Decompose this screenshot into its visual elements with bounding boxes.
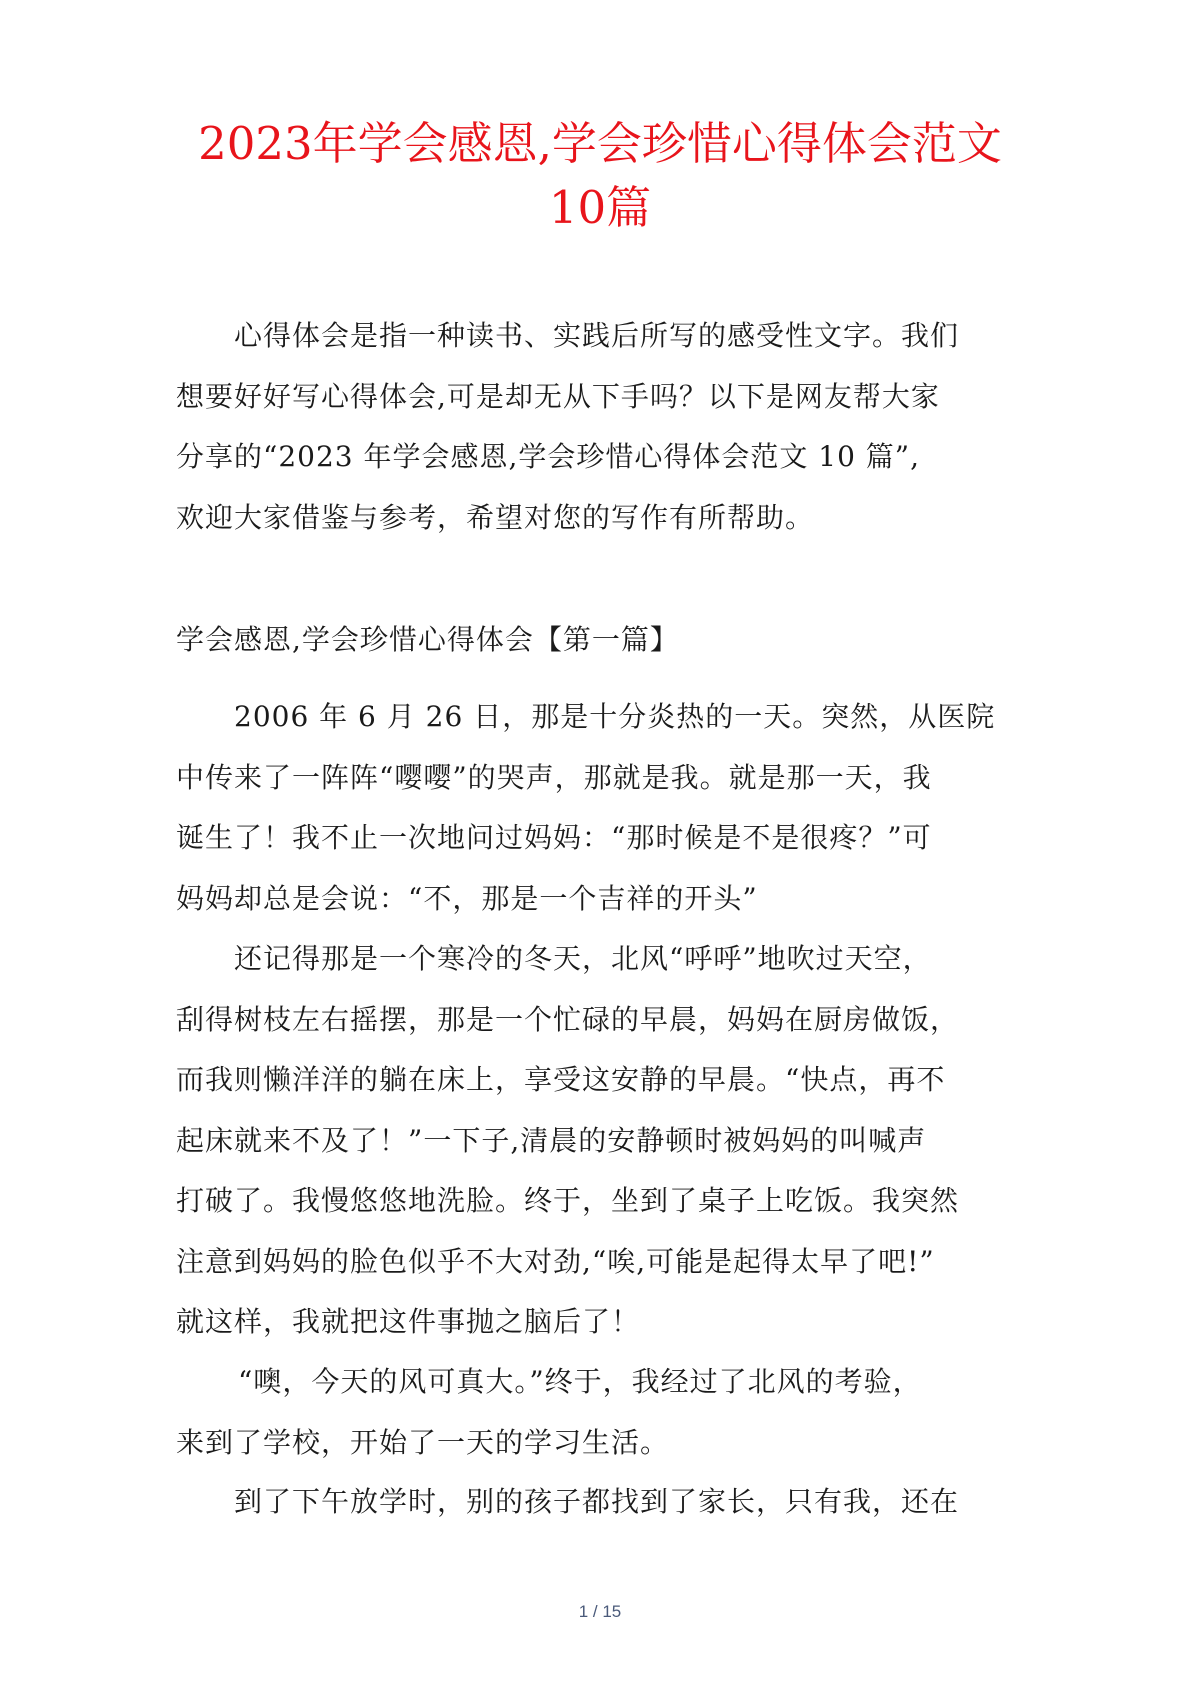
intro-line: 想要好好写心得体会,可是却无从下手吗？以下是网友帮大家 bbox=[176, 379, 940, 413]
paragraph-line: 妈妈却总是会说：“不，那是一个吉祥的开头” bbox=[176, 881, 758, 915]
paragraph-3 bbox=[176, 1352, 1038, 1473]
paragraph-line: 注意到妈妈的脸色似乎不大对劲,“唉,可能是起得太早了吧!” bbox=[176, 1244, 935, 1278]
section-heading: 学会感恩,学会珍惜心得体会【第一篇】 bbox=[176, 623, 679, 656]
paragraph-line: 就这样，我就把这件事抛之脑后了！ bbox=[176, 1305, 641, 1338]
intro-line: 欢迎大家借鉴与参考，希望对您的写作有所帮助。 bbox=[176, 500, 815, 534]
paragraph-line: 起床就来不及了！”一下子,清晨的安静顿时被妈妈的叫喊声 bbox=[176, 1123, 927, 1157]
paragraph-line: 来到了学校，开始了一天的学习生活。 bbox=[176, 1425, 670, 1459]
paragraph-line: 还记得那是一个寒冷的冬天，北风“呼呼”地吹过天空， bbox=[234, 942, 932, 975]
paragraph-line: 刮得树枝左右摇摆，那是一个忙碌的早晨，妈妈在厨房做饭， bbox=[176, 1002, 960, 1036]
title-line-2: 10篇 bbox=[548, 181, 652, 234]
document-title bbox=[160, 112, 1040, 240]
intro-line: 心得体会是指一种读书、实践后所写的感受性文字。我们 bbox=[234, 319, 960, 352]
paragraph-line: 打破了。我慢悠悠地洗脸。终于，坐到了桌子上吃饭。我突然 bbox=[176, 1184, 960, 1217]
paragraph-line: 中传来了一阵阵“嘤嘤”的哭声，那就是我。就是那一天，我 bbox=[176, 760, 932, 794]
title-line-1: 2023年学会感恩,学会珍惜心得体会范文 bbox=[198, 117, 1002, 170]
intro-paragraph bbox=[176, 306, 1038, 548]
paragraph-4 bbox=[176, 1472, 1038, 1533]
page-number: 1 / 15 bbox=[578, 1602, 622, 1621]
paragraph-line: 而我则懒洋洋的躺在床上，享受这安静的早晨。“快点，再不 bbox=[176, 1063, 946, 1096]
paragraph-line: 诞生了！我不止一次地问过妈妈：“那时候是不是很疼？”可 bbox=[176, 821, 932, 854]
paragraph-2 bbox=[176, 929, 1038, 1353]
paragraph-line: “噢，今天的风可真大。”终于，我经过了北风的考验， bbox=[238, 1365, 922, 1398]
paragraph-1 bbox=[176, 687, 1038, 929]
paragraph-line: 到了下午放学时，别的孩子都找到了家长，只有我，还在 bbox=[234, 1485, 960, 1518]
intro-line: 分享的“2023 年学会感恩,学会珍惜心得体会范文 10 篇”, bbox=[176, 440, 921, 473]
paragraph-line: 2006 年 6 月 26 日，那是十分炎热的一天。突然，从医院 bbox=[234, 700, 996, 733]
